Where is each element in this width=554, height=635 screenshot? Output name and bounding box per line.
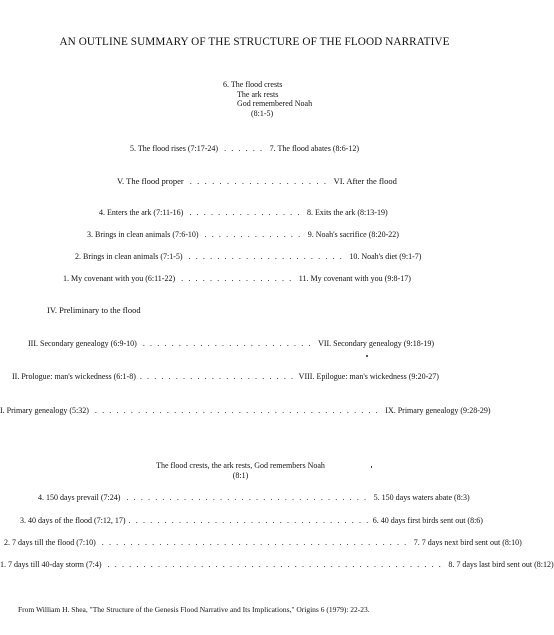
row-right-text: VIII. Epilogue: man's wickedness (9:20-27) [298,372,439,381]
apex-line-1: 6. The flood crests [223,80,283,89]
outline-row-3-9 [87,230,399,240]
leader-dots: . . . . . . . . . . . . . . . . . . . . . . [188,252,344,261]
outline-row-II-VIII [12,372,439,382]
second-heading-reference: (8:1) [232,470,249,480]
outline-row-3-6 [20,516,483,526]
outline-row-2-10 [75,252,421,262]
row-right-text: 9. Noah's sacrifice (8:20-22) [307,230,399,239]
scan-speck [366,355,368,357]
row-right-text: VI. After the flood [333,176,397,186]
outline-row-III-VII [28,339,434,349]
row-right-text: IX. Primary genealogy (9:28-29) [385,406,491,415]
leader-dots: . . . . . . . . . . . . . . . . . . . . . . . . . . . . . . . . . . . . . . . . [94,406,380,415]
document-title: AN OUTLINE SUMMARY OF THE STRUCTURE OF THE FLOOD NARRATIVE [59,36,450,48]
outline-row-IV [47,305,141,315]
outline-row-1-8 [0,560,554,570]
row-left-text: IV. Preliminary to the flood [47,305,141,315]
row-left-text: 5. The flood rises (7:17-24) [130,144,219,153]
row-left-text: 1. My covenant with you (6:11-22) [63,274,176,283]
row-right-text: VII. Secondary genealogy (9:18-19) [318,339,435,348]
row-left-text: 1. 7 days till 40-day storm (7:4) [0,560,102,569]
row-left-text: 4. 150 days prevail (7:24) [38,493,121,502]
row-right-text: 7. The flood abates (8:6-12) [269,144,360,153]
leader-dots: . . . . . . . . . . . . . . . . [189,208,301,217]
leader-dots: . . . . . . . . . . . . . . . . . . . [189,176,328,186]
row-left-text: 3. 40 days of the flood (7:12, 17) [20,516,126,525]
row-left-text: I. Primary genealogy (5:32) [0,406,89,415]
row-left-text: 3. Brings in clean animals (7:6-10) [87,230,199,239]
second-heading-text: The flood crests, the ark rests, God remembers Noah [156,461,325,470]
row-right-text: 10. Noah's diet (9:1-7) [349,252,422,261]
outline-row-4-8 [99,208,388,218]
row-right-text: 6. 40 days first birds sent out (8:6) [372,516,483,525]
row-left-text: 2. 7 days till the flood (7:10) [4,538,96,547]
outline-row-V-VI [117,176,397,186]
apex-line-3: God remembered Noah [237,99,313,108]
leader-dots: . . . . . . . . . . . . . . . . . . . . . . . . . . . . . . . . . . . . . . . . . . . [101,538,408,547]
outline-row-4-5 [38,493,470,503]
citation: From William H. Shea, "The Structure of the Genesis Flood Narrative and Its Implications," Origins 6 (1979): 22-23. [18,605,370,614]
leader-dots: . . . . . . [224,144,264,153]
row-right-text: 5. 150 days waters abate (8:3) [373,493,470,502]
scan-speck [371,466,372,468]
row-right-text: 8. 7 days last bird sent out (8:12) [448,560,554,569]
leader-dots: . . . . . . . . . . . . . . [204,230,302,239]
leader-dots: . . . . . . . . . . . . . . . . . . . . . . . . [142,339,313,348]
row-left-text: V. The flood proper [117,176,184,186]
row-left-text: 2. Brings in clean animals (7:1-5) [75,252,183,261]
row-left-text: II. Prologue: man's wickedness (6:1-8) [12,372,136,381]
row-right-text: 11. My covenant with you (9:8-17) [298,274,411,283]
row-left-text: III. Secondary genealogy (6:9-10) [28,339,137,348]
row-right-text: 7. 7 days next bird sent out (8:10) [413,538,522,547]
row-left-text: 4. Enters the ark (7:11-16) [99,208,184,217]
row-right-text: 8. Exits the ark (8:13-19) [306,208,388,217]
apex-block [223,80,312,118]
apex-reference: (8:1-5) [251,108,274,118]
leader-dots: . . . . . . . . . . . . . . . . . . . . . . . . . . . . . . . . . . [128,516,370,525]
second-outline-heading [0,461,495,480]
outline-row-2-7 [4,538,522,548]
leader-dots: . . . . . . . . . . . . . . . . [181,274,293,283]
outline-row-5-7 [130,144,359,154]
leader-dots: . . . . . . . . . . . . . . . . . . . . . . [139,372,295,381]
leader-dots: . . . . . . . . . . . . . . . . . . . . . . . . . . . . . . . . . . . . . . . . . . . . . . . [107,560,443,569]
outline-row-I-IX [0,406,491,416]
apex-line-2: The ark rests [237,89,279,99]
leader-dots: . . . . . . . . . . . . . . . . . . . . . . . . . . . . . . . . . . [126,493,368,502]
outline-row-1-11 [63,274,411,284]
